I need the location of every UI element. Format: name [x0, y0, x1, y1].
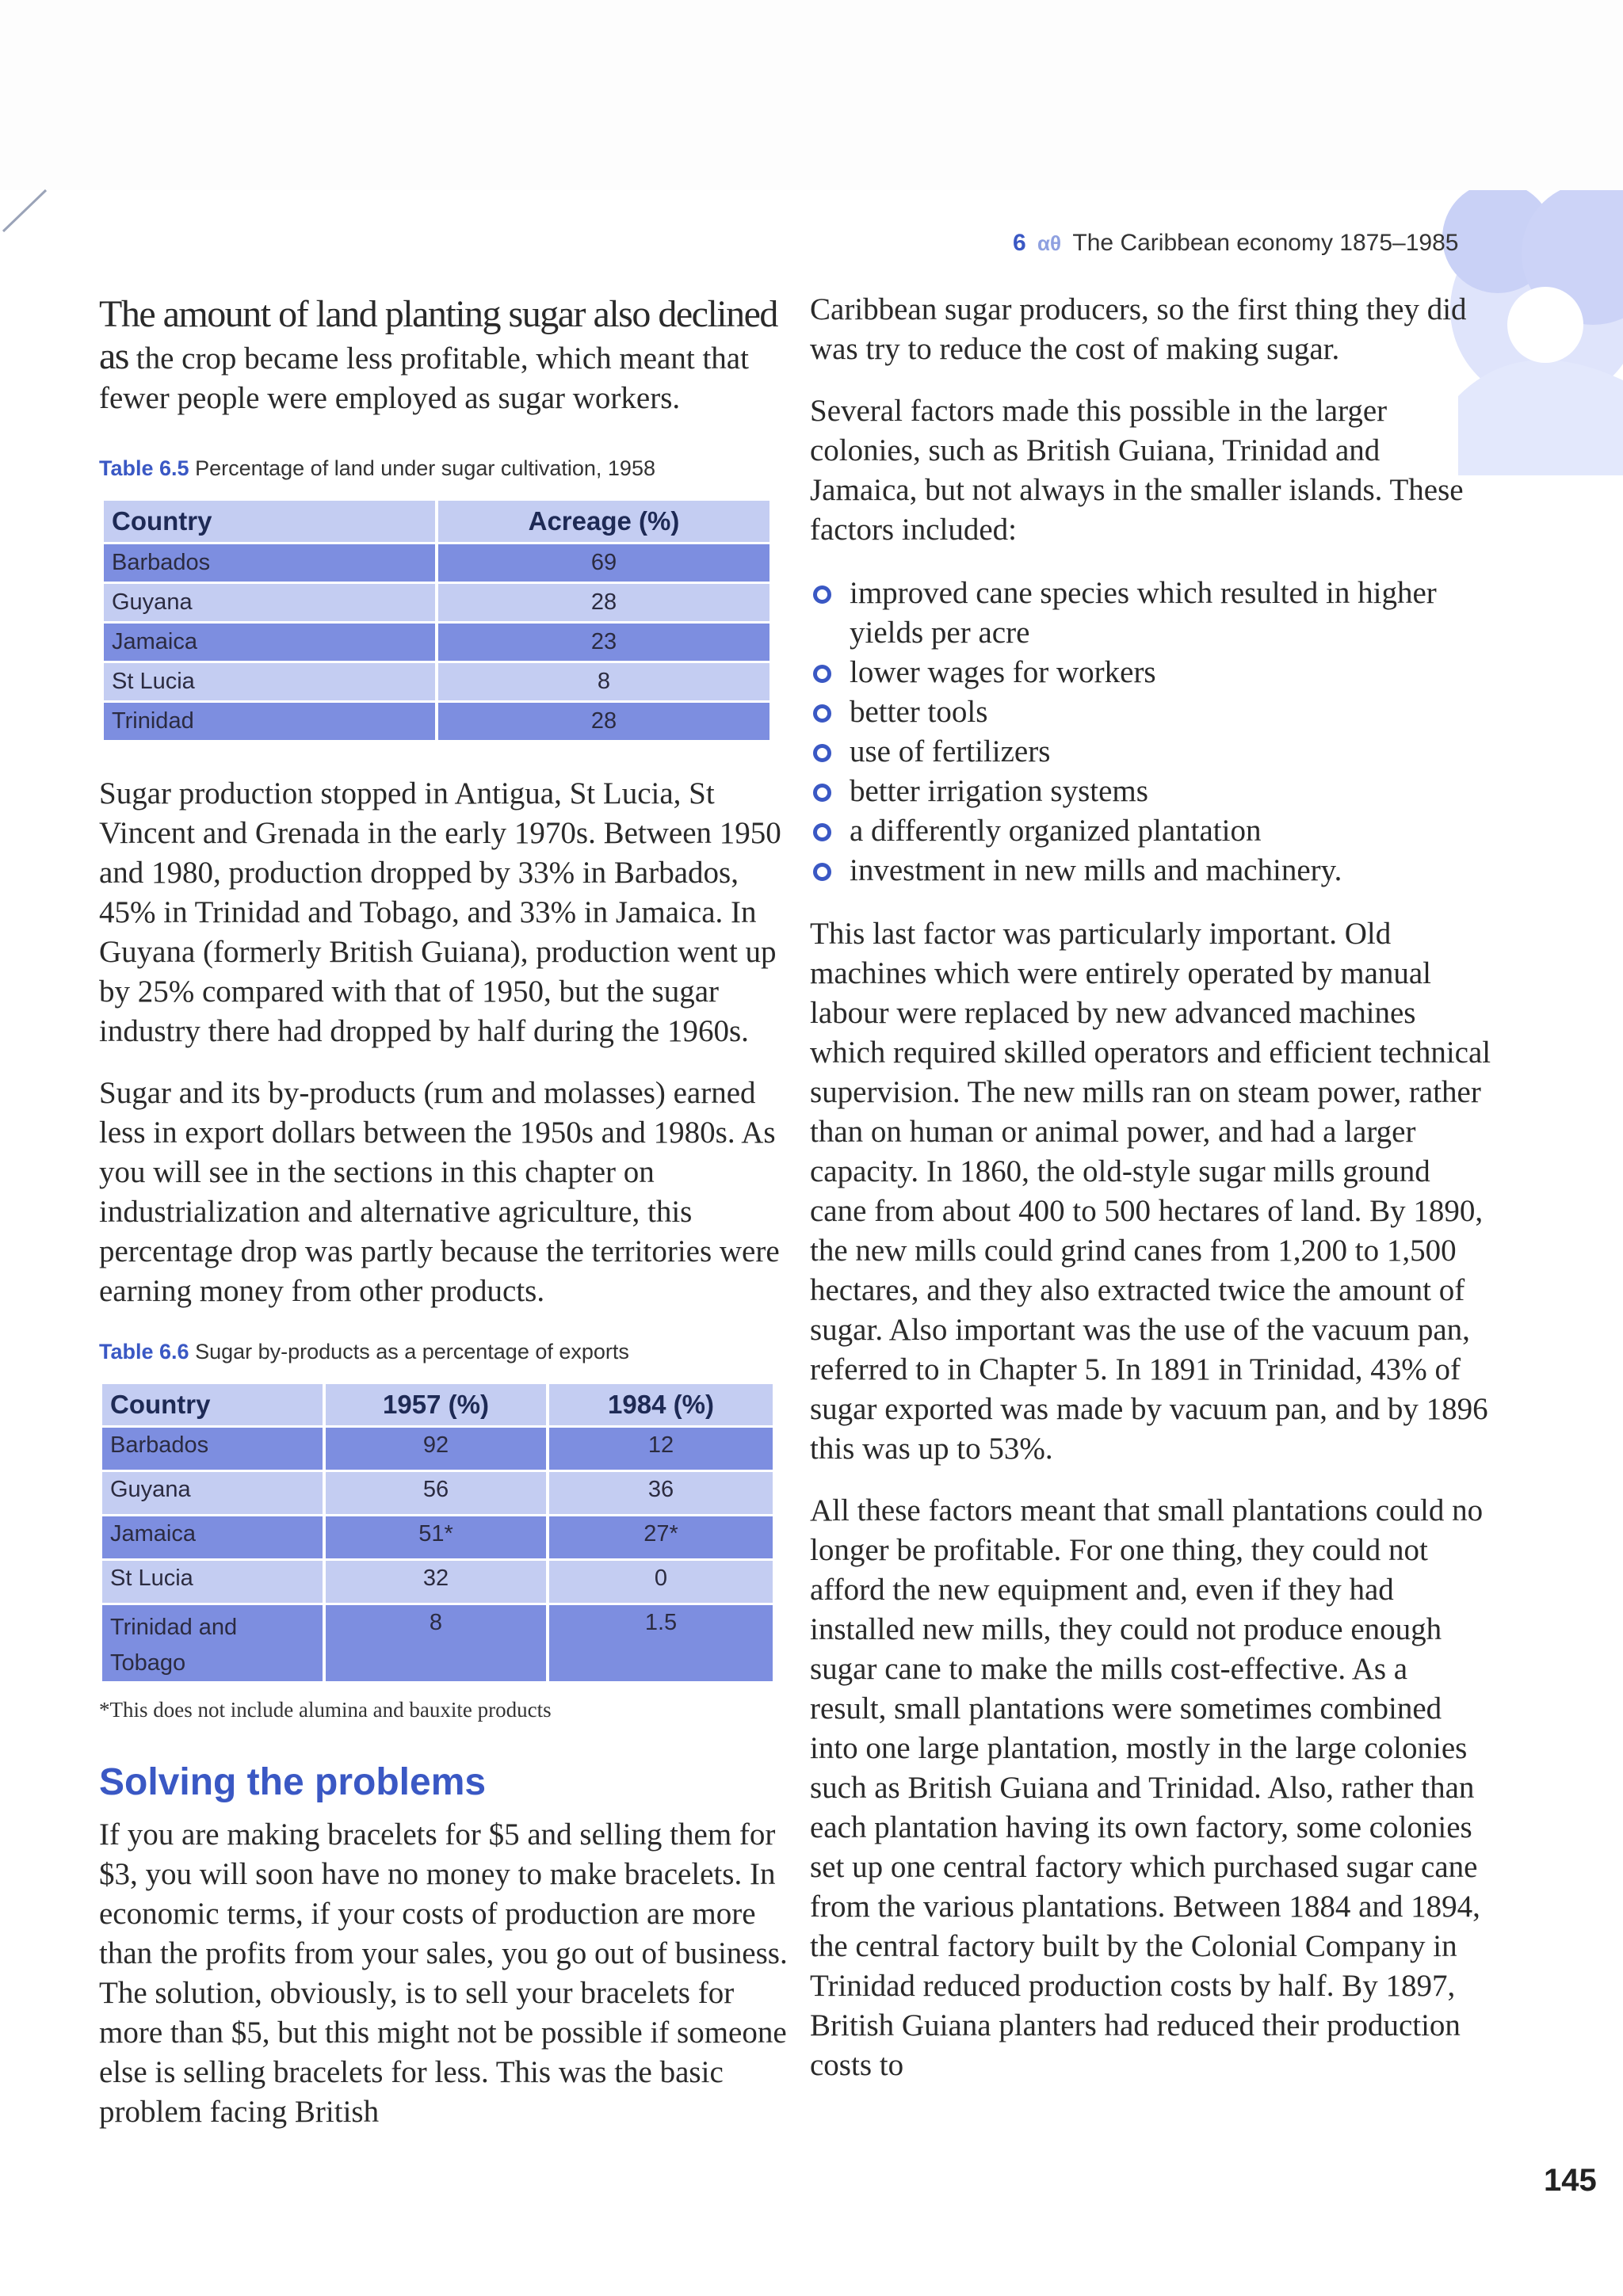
country-cell: Jamaica [102, 1516, 323, 1558]
page-number: 145 [1544, 2163, 1597, 2198]
right-column [810, 290, 1491, 2085]
list-item [810, 732, 1491, 772]
chapter-logo-icon: αθ [1037, 231, 1062, 255]
country-cell: Trinidad [104, 703, 435, 740]
value-cell: 36 [549, 1472, 773, 1514]
value-cell: 27* [549, 1516, 773, 1558]
table-row [102, 1561, 773, 1603]
country-cell: St Lucia [102, 1561, 323, 1603]
chapter-title: The Caribbean economy 1875–1985 [1072, 230, 1459, 256]
list-item-text: better tools [850, 695, 988, 729]
list-item [810, 772, 1491, 811]
bullet-icon [813, 744, 831, 762]
list-item-text: investment in new mills and machinery. [850, 853, 1342, 887]
table-number: Table 6.5 [99, 456, 189, 480]
bullet-icon [813, 863, 831, 881]
value-cell: 69 [438, 544, 769, 582]
table-number: Table 6.6 [99, 1340, 189, 1363]
table-row [102, 1605, 773, 1681]
value-cell: 51* [326, 1516, 546, 1558]
table-row [102, 1428, 773, 1470]
bullet-icon [813, 784, 831, 802]
column-header: Acreage (%) [438, 501, 769, 542]
table-caption-text: Percentage of land under sugar cultivation, 1958 [195, 456, 655, 480]
value-cell: 92 [326, 1428, 546, 1470]
country-cell: Jamaica [104, 624, 435, 661]
value-cell: 28 [438, 584, 769, 621]
value-cell: 32 [326, 1561, 546, 1603]
bullet-icon [813, 704, 831, 723]
table-row [104, 584, 769, 621]
table-row [104, 663, 769, 700]
table-footnote: *This does not include alumina and bauxite products [99, 1698, 552, 1722]
list-item [810, 692, 1491, 732]
body-paragraph: If you are making bracelets for $5 and selling them for $3, you will soon have no money to make bracelets. In economic terms, if your costs of production are more than the profits from your sales, you go out of business. The solution, obviously, is to sell your bracelets for more than $5, but this might not be possible if someone else is selling bracelets for less. This was the basic problem facing British [99, 1817, 788, 2129]
column-header: 1984 (%) [549, 1384, 773, 1425]
value-cell: 56 [326, 1472, 546, 1514]
list-item-text: improved cane species which resulted in higher yields per acre [850, 576, 1437, 650]
chapter-number: 6 [1013, 230, 1026, 256]
country-cell: Guyana [104, 584, 435, 621]
body-paragraph: All these factors meant that small plantations could no longer be profitable. For one thing, they could not afford the new equipment and, even if they had installed new mills, they could not produce enough sugar cane to make the mills cost-effective. As a result, small plantations were sometimes combined into one large plantation, mostly in the large colonies such as British Guiana and Trinidad. Also, rather than each plantation having its own factory, some colonies set up one central factory which purchased sugar cane from the various plantations. Between 1884 and 1894, the central factory built by the Colonial Company in Trinidad reduced production costs by half. By 1897, British Guiana planters had reduced their production costs to [810, 1493, 1484, 2082]
list-item-text: better irrigation systems [850, 774, 1148, 808]
body-paragraph: This last factor was particularly important. Old machines which were entirely operated by manual labour were replaced by new advanced machines which required skilled operators and efficient technical supervision. The new mills ran on steam power, rather than on human or animal power, and had a larger capacity. In 1860, the old-style sugar mills ground cane from about 400 to 500 hectares of land. By 1890, the new mills could grind canes from 1,200 to 1,500 hectares, and they also extracted twice the amount of sugar. Also important was the use of the vacuum pan, referred to in Chapter 5. In 1891 in Trinidad, 43% of sugar exported was made by vacuum pan, and by 1896 this was up to 53%. [810, 917, 1491, 1466]
country-cell: Guyana [102, 1472, 323, 1514]
intro-rest-text: the crop became less profitable, which meant that fewer people were employed as sugar workers. [99, 341, 749, 415]
table-row [104, 703, 769, 740]
value-cell: 28 [438, 703, 769, 740]
country-cell: Trinidad and Tobago [102, 1605, 323, 1681]
table-row [102, 1472, 773, 1514]
value-cell: 23 [438, 624, 769, 661]
value-cell: 12 [549, 1428, 773, 1470]
list-item-text: lower wages for workers [850, 655, 1156, 689]
list-item [810, 574, 1491, 653]
country-cell: Barbados [102, 1428, 323, 1470]
column-header: Country [104, 501, 435, 542]
list-item-text: a differently organized plantation [850, 814, 1262, 848]
value-cell: 8 [326, 1605, 546, 1681]
section-heading: Solving the problems [99, 1761, 487, 1803]
body-paragraph: Caribbean sugar producers, so the first thing they did was try to reduce the cost of making sugar. [810, 292, 1467, 366]
left-column [99, 295, 796, 2132]
bullet-icon [813, 665, 831, 683]
table-6-5 [101, 498, 773, 742]
value-cell: 8 [438, 663, 769, 700]
page-corner-mark [0, 187, 55, 235]
intro-paragraph [99, 295, 796, 418]
table-row [104, 624, 769, 661]
table-6-5-caption [99, 456, 796, 481]
column-header: Country [102, 1384, 323, 1425]
table-6-6-caption [99, 1340, 796, 1364]
list-item-text: use of fertilizers [850, 734, 1051, 769]
list-item [810, 811, 1491, 851]
factor-list [810, 574, 1491, 891]
list-item [810, 653, 1491, 692]
table-row [104, 544, 769, 582]
bullet-icon [813, 585, 831, 604]
country-cell: St Lucia [104, 663, 435, 700]
list-item [810, 851, 1491, 891]
column-header: 1957 (%) [326, 1384, 546, 1425]
body-paragraph: Sugar production stopped in Antigua, St Lucia, St Vincent and Grenada in the early 1970s. Between 1950 and 1980, production dropped by 33% in Barbados, 45% in Trinidad and Tobago, and 33% in Jamaica. In Guyana (formerly British Guiana), production went up by 25% compared with that of 1950, but the sugar industry there had dropped by half during the 1960s. [99, 776, 781, 1048]
table-caption-text: Sugar by-products as a percentage of exports [195, 1340, 629, 1363]
value-cell: 0 [549, 1561, 773, 1603]
body-paragraph: Sugar and its by-products (rum and molasses) earned less in export dollars between the 1950s and 1980s. As you will see in the sections in this chapter on industrialization and alternative agriculture, this percentage drop was partly because the territories were earning money from other products. [99, 1076, 780, 1308]
value-cell: 1.5 [549, 1605, 773, 1681]
intro-lead-text: The amount of land planting sugar also declined as [99, 293, 777, 377]
body-paragraph: Several factors made this possible in the larger colonies, such as British Guiana, Trinidad and Jamaica, but not always in the smaller islands. These factors included: [810, 394, 1464, 547]
table-row [102, 1516, 773, 1558]
bullet-icon [813, 823, 831, 841]
table-6-6 [99, 1382, 776, 1684]
running-header [1013, 230, 1488, 257]
country-cell: Barbados [104, 544, 435, 582]
page-top-margin [0, 0, 1623, 190]
